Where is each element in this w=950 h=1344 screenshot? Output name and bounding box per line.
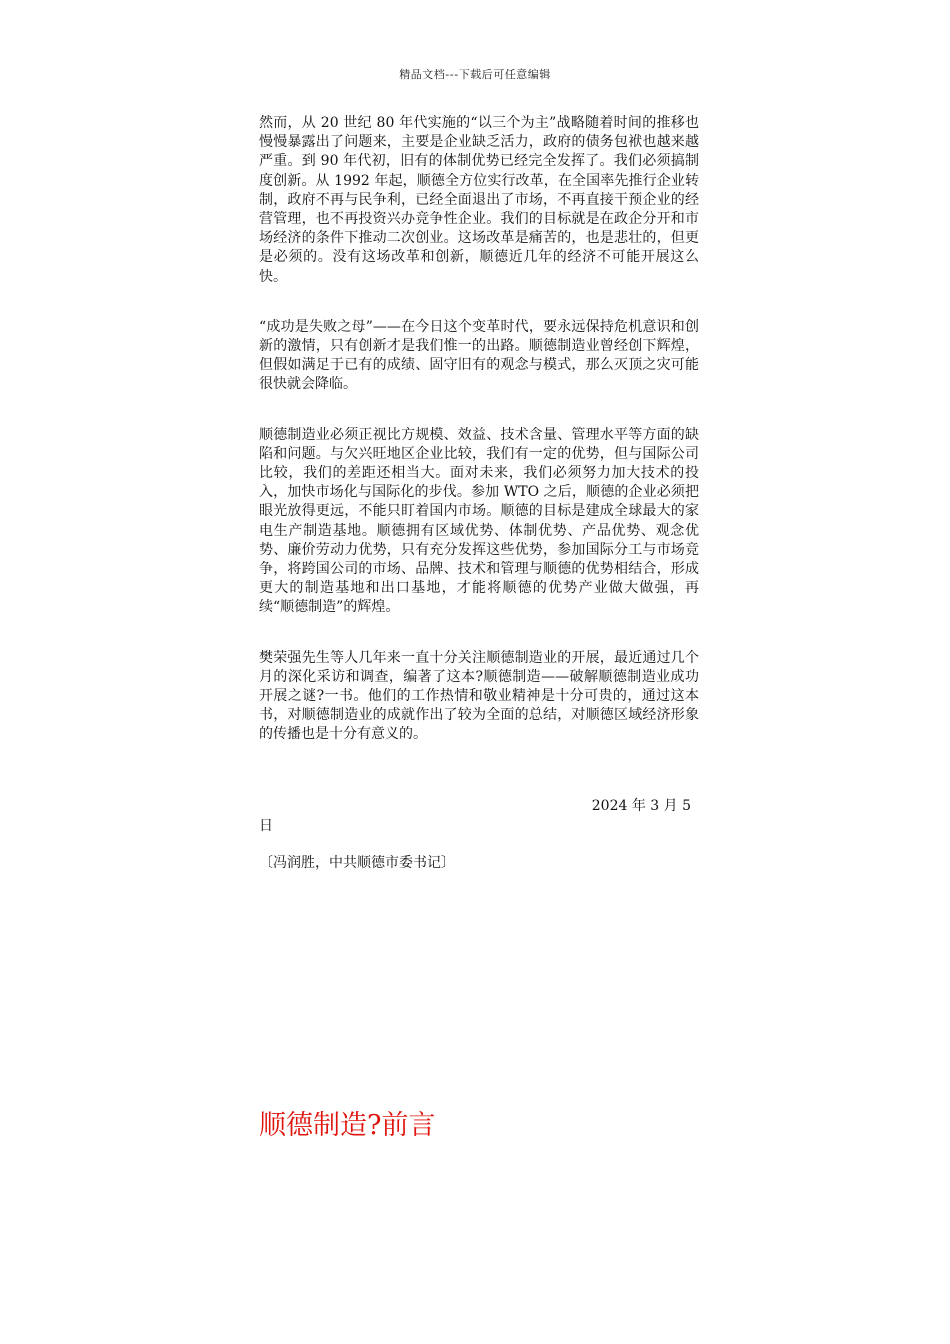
date-block [259,796,691,836]
paragraph-2: “成功是失败之母”——在今日这个变革时代，要永远保持危机意识和创新的激情，只有创新才是我们惟一的出路。顺德制造业曾经创下辉煌，但假如满足于已有的成绩、固守旧有的观念与模式，那么灭顶之灾可能很快就会降临。 [259,318,699,393]
paragraph-1: 然而，从 20 世纪 80 年代实施的“以三个为主”战略随着时间的推移也慢慢暴露出了问题来，主要是企业缺乏活力，政府的债务包袱也越来越严重。到 90 年代初，旧有的体制优势已经完全发挥了。我们必须搞制度创新。从 1992 年起，顺德全方位实行改革，在全国率先推行企业转制，政府不再与民争利，已经全面退出了市场，不再直接干预企业的经营管理，也不再投资兴办竞争性企业。我们的目标就是在政企分开和市场经济的条件下推动二次创业。这场改革是痛苦的，也是悲壮的，但更是必须的。没有这场改革和创新，顺德近几年的经济不可能开展这么快。 [259,115,699,285]
section-title: 顺德制造?前言 [259,1110,436,1141]
page-header: 精品文档---下载后可任意编辑 [399,68,551,81]
author-signature: 〔冯润胜，中共顺德市委书记〕 [259,855,455,871]
date-line-2: 日 [259,818,273,834]
body-text [259,114,699,776]
paragraph-3: 顺德制造业必须正视比方规模、效益、技术含量、管理水平等方面的缺陷和问题。与欠兴旺地区企业比较，我们有一定的优势，但与国际公司比较，我们的差距还相当大。面对未来，我们必须努力加大技术的投入，加快市场化与国际化的步伐。参加 WTO 之后，顺德的企业必须把眼光放得更远，不能只盯着国内市场。顺德的目标是建成全球最大的家电生产制造基地。顺德拥有区域优势、体制优势、产品优势、观念优势、廉价劳动力优势，只有充分发挥这些优势，参加国际分工与市场竞争，将跨国公司的市场、品牌、技术和管理与顺德的优势相结合，形成更大的制造基地和出口基地，才能将顺德的优势产业做大做强，再续“顺德制造”的辉煌。 [259,426,699,616]
paragraph-4: 樊荣强先生等人几年来一直十分关注顺德制造业的开展，最近通过几个月的深化采访和调查，编著了这本?顺德制造——破解顺德制造业成功开展之谜?一书。他们的工作热情和敬业精神是十分可贵的，通过这本书，对顺德制造业的成就作出了较为全面的总结，对顺德区域经济形象的传播也是十分有意义的。 [259,649,699,743]
date-line-1: 2024 年 3 月 5 [591,798,691,814]
